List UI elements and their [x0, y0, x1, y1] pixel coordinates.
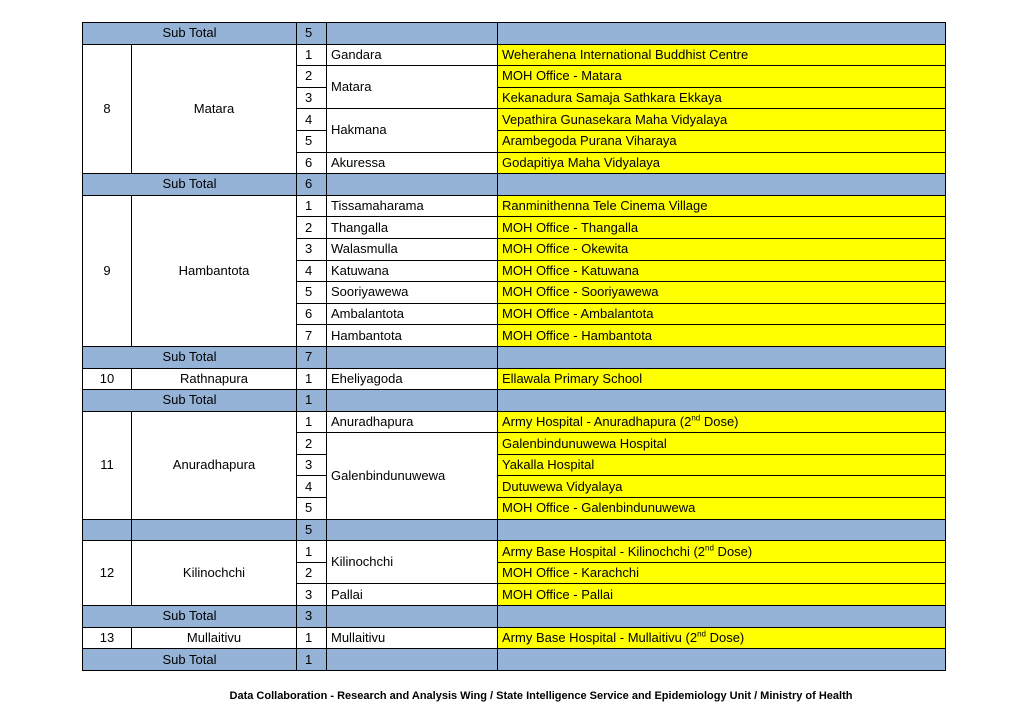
moh-area: Tissamaharama — [327, 195, 498, 217]
subtotal-count: 5 — [297, 519, 327, 541]
vaccination-place — [498, 238, 946, 260]
moh-area: Hambantota — [327, 325, 498, 347]
row-index: 3 — [297, 454, 327, 476]
subtotal-row — [83, 174, 946, 196]
row-index: 7 — [297, 325, 327, 347]
subtotal-count: 1 — [297, 390, 327, 412]
moh-area: Mullaitivu — [327, 627, 498, 649]
moh-area: Anuradhapura — [327, 411, 498, 433]
table-row — [83, 541, 946, 563]
district-name: Kilinochchi — [132, 541, 297, 606]
subtotal-blank-moh — [327, 390, 498, 412]
subtotal-count: 5 — [297, 23, 327, 45]
vaccination-place — [498, 66, 946, 88]
place-name: MOH Office - Hambantota — [502, 327, 653, 343]
vaccination-place — [498, 282, 946, 304]
subtotal-label: Sub Total — [83, 390, 297, 412]
dose-label: Dose) — [705, 629, 745, 645]
subtotal-count: 1 — [297, 649, 327, 671]
table-row — [83, 627, 946, 649]
district-name: Anuradhapura — [132, 411, 297, 519]
place-name: Godapitiya Maha Vidyalaya — [502, 154, 661, 170]
place-name: Army Hospital - Anuradhapura (2 — [502, 413, 692, 429]
place-name: Ranminithenna Tele Cinema Village — [502, 198, 708, 214]
district-number: 8 — [83, 44, 132, 174]
place-name: MOH Office - Galenbindunuwewa — [502, 500, 696, 516]
place-name: Army Base Hospital - Kilinochchi (2 — [502, 543, 706, 559]
table-row — [83, 368, 946, 390]
place-name: Vepathira Gunasekara Maha Vidyalaya — [502, 111, 728, 127]
district-name: Matara — [132, 44, 297, 174]
subtotal-label — [132, 519, 297, 541]
place-name: MOH Office - Matara — [502, 68, 622, 84]
moh-area: Hakmana — [327, 109, 498, 152]
moh-area: Gandara — [327, 44, 498, 66]
moh-area: Katuwana — [327, 260, 498, 282]
row-index: 1 — [297, 411, 327, 433]
place-name: Arambegoda Purana Viharaya — [502, 133, 677, 149]
vaccination-place — [498, 411, 946, 433]
place-name: MOH Office - Katuwana — [502, 262, 640, 278]
subtotal-blank-moh — [327, 346, 498, 368]
table-body — [83, 23, 946, 671]
dose-ordinal-suffix: nd — [691, 413, 701, 423]
vaccination-place — [498, 562, 946, 584]
vaccination-place — [498, 109, 946, 131]
subtotal-blank-place — [498, 23, 946, 45]
vaccination-place — [498, 454, 946, 476]
place-name: MOH Office - Karachchi — [502, 565, 640, 581]
subtotal-label: Sub Total — [83, 174, 297, 196]
vaccination-place — [498, 44, 946, 66]
moh-area: Kilinochchi — [327, 541, 498, 584]
row-index: 6 — [297, 303, 327, 325]
vaccination-place — [498, 325, 946, 347]
subtotal-blank-place — [498, 390, 946, 412]
vaccination-place — [498, 260, 946, 282]
row-index: 2 — [297, 433, 327, 455]
row-index: 5 — [297, 130, 327, 152]
subtotal-label: Sub Total — [83, 649, 297, 671]
row-index: 5 — [297, 498, 327, 520]
district-number: 12 — [83, 541, 132, 606]
subtotal-blank-place — [498, 346, 946, 368]
vaccination-place — [498, 217, 946, 239]
footer-credit: Data Collaboration - Research and Analysis Wing / State Intelligence Service and Epidemiology Unit / Ministry of Health — [229, 690, 853, 702]
row-index: 2 — [297, 217, 327, 239]
subtotal-count: 6 — [297, 174, 327, 196]
district-number: 9 — [83, 195, 132, 346]
place-name: MOH Office - Pallai — [502, 586, 614, 602]
dose-label: Dose) — [700, 413, 739, 429]
row-index: 3 — [297, 584, 327, 606]
moh-area: Matara — [327, 66, 498, 109]
subtotal-row — [83, 390, 946, 412]
row-index: 6 — [297, 152, 327, 174]
subtotal-blank-place — [498, 174, 946, 196]
place-name: Army Base Hospital - Mullaitivu (2 — [502, 629, 698, 645]
row-index: 4 — [297, 476, 327, 498]
district-name: Mullaitivu — [132, 627, 297, 649]
subtotal-blank-place — [498, 649, 946, 671]
subtotal-label: Sub Total — [83, 346, 297, 368]
vaccination-place — [498, 498, 946, 520]
row-index: 4 — [297, 260, 327, 282]
moh-area: Thangalla — [327, 217, 498, 239]
subtotal-blank-moh — [327, 519, 498, 541]
row-index: 1 — [297, 44, 327, 66]
row-index: 1 — [297, 368, 327, 390]
district-number: 10 — [83, 368, 132, 390]
vaccination-place — [498, 433, 946, 455]
subtotal-label: Sub Total — [83, 606, 297, 628]
row-index: 3 — [297, 87, 327, 109]
subtotal-blank-moh — [327, 174, 498, 196]
row-index: 1 — [297, 627, 327, 649]
moh-area: Eheliyagoda — [327, 368, 498, 390]
subtotal-blank-moh — [327, 23, 498, 45]
place-name: Dutuwewa Vidyalaya — [502, 478, 623, 494]
row-index: 2 — [297, 66, 327, 88]
district-number: 13 — [83, 627, 132, 649]
row-index: 4 — [297, 109, 327, 131]
table-row — [83, 411, 946, 433]
subtotal-blank-no — [83, 519, 132, 541]
place-name: MOH Office - Thangalla — [502, 219, 639, 235]
place-name: MOH Office - Ambalantota — [502, 306, 654, 322]
place-name: Galenbindunuwewa Hospital — [502, 435, 667, 451]
vaccination-place — [498, 627, 946, 649]
moh-area: Ambalantota — [327, 303, 498, 325]
subtotal-blank-moh — [327, 649, 498, 671]
row-index: 2 — [297, 562, 327, 584]
vaccination-place — [498, 195, 946, 217]
place-name: MOH Office - Sooriyawewa — [502, 284, 659, 300]
place-name: Yakalla Hospital — [502, 457, 595, 473]
place-name: Weherahena International Buddhist Centre — [502, 46, 749, 62]
moh-area: Akuressa — [327, 152, 498, 174]
subtotal-blank-place — [498, 606, 946, 628]
moh-area: Pallai — [327, 584, 498, 606]
place-name: Kekanadura Samaja Sathkara Ekkaya — [502, 90, 722, 106]
vaccination-place — [498, 87, 946, 109]
subtotal-blank-moh — [327, 606, 498, 628]
vaccination-place — [498, 152, 946, 174]
subtotal-count: 7 — [297, 346, 327, 368]
row-index: 3 — [297, 238, 327, 260]
row-index: 5 — [297, 282, 327, 304]
dose-ordinal-suffix: nd — [697, 629, 706, 639]
table-row — [83, 44, 946, 66]
vaccination-centres-table — [82, 22, 946, 671]
subtotal-row — [83, 519, 946, 541]
place-name: Ellawala Primary School — [502, 370, 643, 386]
row-index: 1 — [297, 195, 327, 217]
dose-label: Dose) — [713, 543, 753, 559]
vaccination-place — [498, 130, 946, 152]
subtotal-row — [83, 606, 946, 628]
subtotal-label: Sub Total — [83, 23, 297, 45]
vaccination-place — [498, 303, 946, 325]
district-name: Hambantota — [132, 195, 297, 346]
moh-area: Sooriyawewa — [327, 282, 498, 304]
subtotal-row — [83, 649, 946, 671]
vaccination-place — [498, 476, 946, 498]
vaccination-place — [498, 541, 946, 563]
dose-ordinal-suffix: nd — [705, 543, 714, 553]
subtotal-blank-place — [498, 519, 946, 541]
subtotal-row — [83, 346, 946, 368]
moh-area: Walasmulla — [327, 238, 498, 260]
row-index: 1 — [297, 541, 327, 563]
subtotal-count: 3 — [297, 606, 327, 628]
district-name: Rathnapura — [132, 368, 297, 390]
moh-area: Galenbindunuwewa — [327, 433, 498, 519]
district-number: 11 — [83, 411, 132, 519]
vaccination-place — [498, 368, 946, 390]
place-name: MOH Office - Okewita — [502, 241, 629, 257]
table-row — [83, 195, 946, 217]
subtotal-row — [83, 23, 946, 45]
vaccination-place — [498, 584, 946, 606]
